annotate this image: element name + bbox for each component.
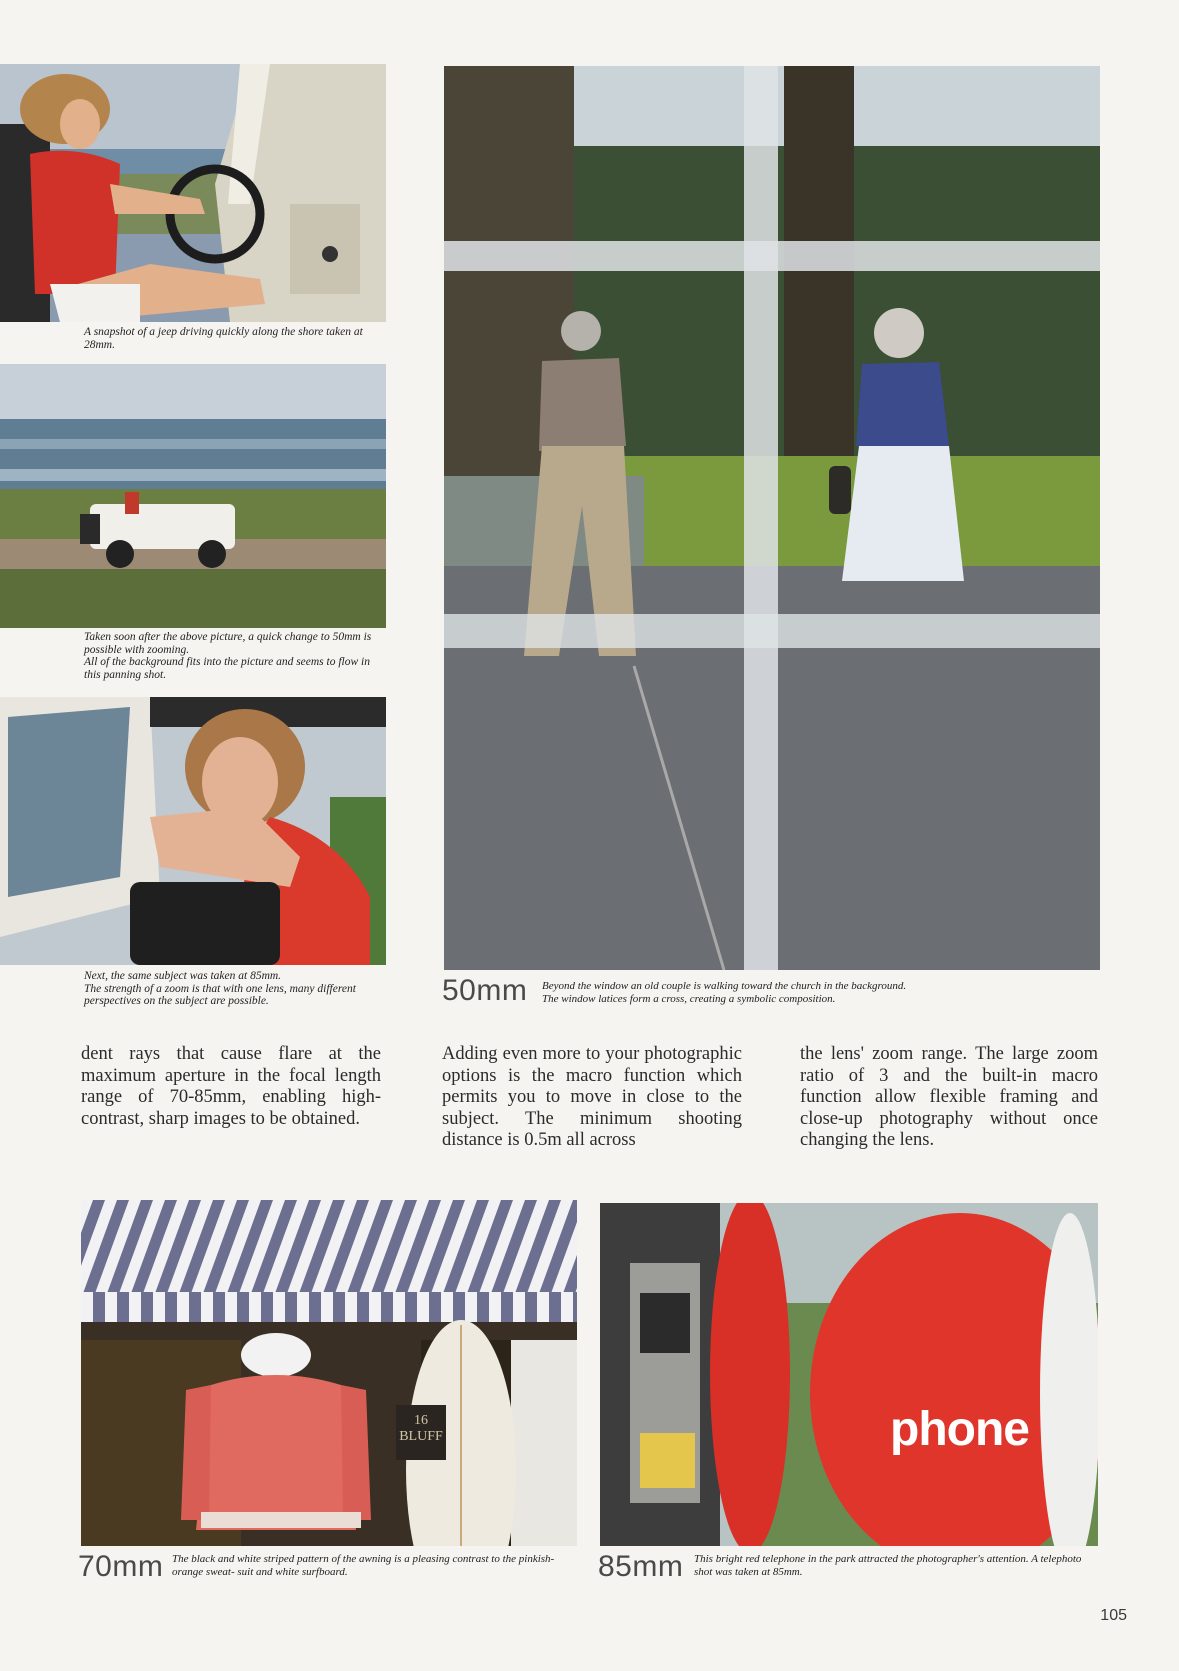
photo-jeep-panning [0,364,386,628]
photo-red-phone [600,1203,1098,1546]
focal-length-50mm: 50mm [442,974,528,1007]
caption-jeep-driving: A snapshot of a jeep driving quickly along the shore taken at 28mm. [84,326,363,351]
photo-awning [81,1200,577,1546]
photo-window-couple [444,66,1100,970]
body-text-column-2: Adding even more to your photographic options is the macro function which permits you to move in close to the subject. The minimum shooting distance is 0.5m all across [442,1044,742,1150]
page-number: 105 [1100,1607,1127,1624]
photo-woman-closeup [0,697,386,965]
focal-length-70mm: 70mm [78,1550,164,1583]
focal-length-85mm: 85mm [598,1550,684,1583]
photo-jeep-driving [0,64,386,322]
body-text-column-1: dent rays that cause flare at the maximum aperture in the focal length range of 70-85mm, enabling high-contrast, sharp images to be obtained. [81,1044,381,1129]
surfboard-sign-text: 16 BLUFF [399,1413,443,1444]
phone-sign-text: phone [890,1403,1029,1456]
caption-awning: The black and white striped pattern of the awning is a pleasing contrast to the pinkish-orange sweat- suit and white surfboard. [172,1553,555,1578]
caption-woman-closeup: Next, the same subject was taken at 85mm. The strength of a zoom is that with one lens, many different perspectives on the subject are possible. [84,970,356,1007]
caption-window-couple: Beyond the window an old couple is walking toward the church in the background. The window latices form a cross, creating a symbolic composition. [542,980,907,1005]
caption-jeep-panning: Taken soon after the above picture, a quick change to 50mm is possible with zooming. All of the background fits into the picture and seems to flow in this panning shot. [84,631,372,681]
caption-red-phone: This bright red telephone in the park attracted the photographer's attention. A telephoto shot was taken at 85mm. [694,1553,1082,1578]
body-text-column-3: the lens' zoom range. The large zoom ratio of 3 and the built-in macro function allow flexible framing and close-up photography without once changing the lens. [800,1044,1098,1150]
